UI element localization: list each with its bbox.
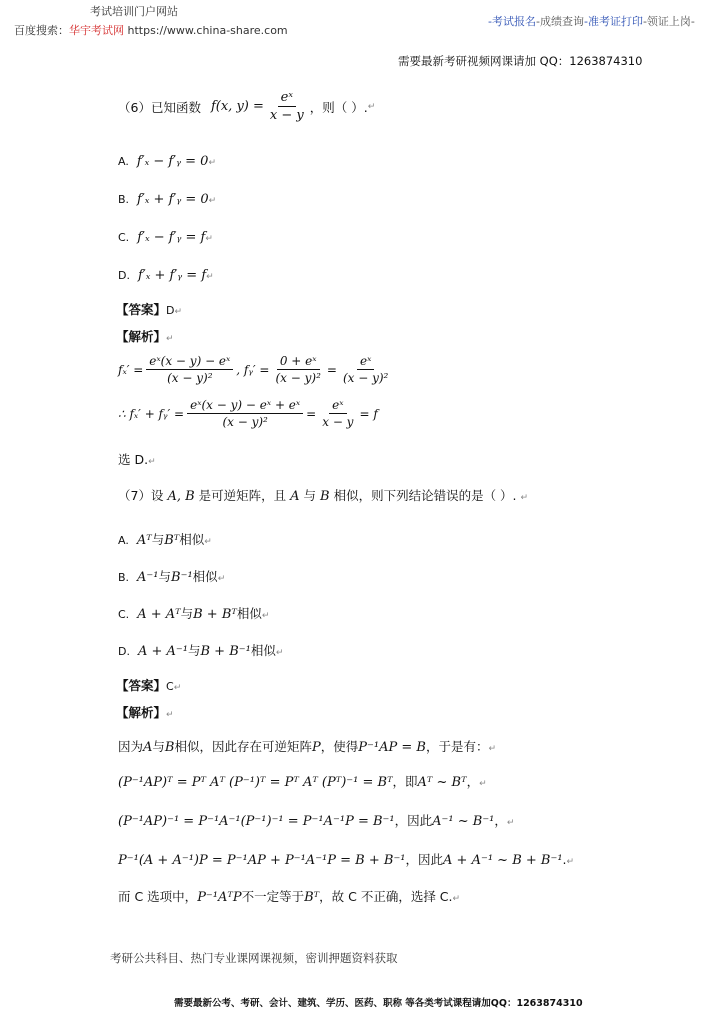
option-mid: 与 — [151, 532, 165, 547]
fx-numerator: eˣ(x − y) − eˣ — [146, 354, 233, 370]
q7-option-d — [118, 641, 283, 659]
analysis-label: 【解析】 — [116, 329, 167, 344]
q6-solution-line-2 — [118, 398, 378, 429]
math-segment: P⁻¹AᵀP — [197, 890, 242, 905]
option-expression: f′ₓ + f′ᵧ = 0 — [137, 192, 209, 207]
q6-answer — [116, 299, 182, 318]
paragraph-mark-icon: ↵ — [275, 648, 284, 658]
score-query-link[interactable]: -成绩查询 — [535, 15, 584, 28]
fx-denominator: (x − y)² — [167, 371, 213, 385]
text-segment: ，故 C 不正确，选择 C. — [319, 889, 453, 904]
answer-label: 【答案】 — [116, 302, 167, 317]
q6-solution-line-1 — [118, 354, 394, 385]
q6-function: f(x, y) = — [210, 99, 264, 114]
q7-text-1: 是可逆矩阵，且 — [198, 488, 287, 503]
math-segment: P⁻¹(A + A⁻¹)P = P⁻¹AP + P⁻¹A⁻¹P = B + B⁻¹ — [118, 853, 406, 868]
q7-analysis-line-1 — [118, 737, 496, 755]
fy-numerator: 0 + eˣ — [277, 354, 320, 370]
q6-choice — [118, 450, 156, 468]
option-label: D. — [118, 269, 130, 282]
q7-var-a: A — [290, 489, 300, 504]
fx-label: fₓ′ = — [118, 362, 144, 377]
paragraph-mark-icon: ↵ — [166, 710, 174, 720]
q6-stem-tail: ，则（ ）. — [309, 99, 368, 115]
option-lhs: Aᵀ — [136, 533, 152, 548]
header-links — [488, 13, 695, 29]
option-expression: f′ₓ − f′ᵧ = f — [137, 230, 206, 245]
fy-denominator-simplified: (x − y)² — [342, 371, 389, 385]
q7-var-b: B — [320, 489, 330, 504]
paragraph-mark-icon: ↵ — [217, 574, 226, 584]
math-segment: A — [143, 740, 153, 755]
text-segment: 相似，因此存在可逆矩阵 — [174, 739, 312, 754]
sum-numerator-simplified: eˣ — [329, 398, 346, 414]
math-segment: A⁻¹ ~ B⁻¹ — [432, 814, 495, 829]
q7-number: （7）设 — [118, 488, 164, 503]
text-segment: ， — [494, 813, 507, 828]
q7-text-3: 相似，则下列结论错误的是（ ）. — [333, 488, 517, 503]
q6-option-a — [118, 150, 216, 169]
option-label: A. — [118, 534, 129, 547]
option-rhs: B + B⁻¹ — [200, 644, 251, 659]
option-label: A. — [118, 155, 129, 168]
option-mid: 与 — [187, 643, 201, 658]
math-segment: P — [312, 740, 321, 755]
option-rhs: B⁻¹ — [171, 570, 193, 585]
q6-option-b — [118, 188, 216, 207]
option-rhs: B + Bᵀ — [193, 607, 237, 622]
site-url-link[interactable]: https://www.china-share.com — [127, 24, 288, 37]
fy-fraction-simplified — [340, 354, 391, 385]
q7-analysis-line-2 — [118, 772, 487, 790]
text-segment: ， — [466, 774, 480, 789]
text-segment: 不一定等于 — [241, 889, 305, 904]
q7-text-2: 与 — [303, 488, 317, 503]
certificate-link[interactable]: -领证上岗- — [642, 15, 695, 28]
q6-stem — [118, 90, 375, 123]
q6-analysis-heading — [116, 326, 174, 345]
paragraph-mark-icon: ↵ — [488, 744, 496, 754]
option-label: B. — [118, 571, 130, 584]
analysis-label: 【解析】 — [116, 705, 167, 720]
text-segment: 因为 — [118, 739, 144, 754]
math-segment: (P⁻¹AP)⁻¹ = P⁻¹A⁻¹(P⁻¹)⁻¹ = P⁻¹A⁻¹P = B⁻¹ — [118, 814, 395, 829]
option-label: C. — [118, 608, 130, 621]
text-segment: ，因此 — [405, 852, 444, 867]
option-lhs: A⁻¹ — [137, 570, 159, 585]
q7-analysis-heading — [116, 702, 174, 721]
text-segment: ，即 — [392, 774, 418, 789]
option-label: B. — [118, 193, 130, 206]
paragraph-mark-icon: ↵ — [261, 611, 270, 621]
option-lhs: A + Aᵀ — [137, 607, 181, 622]
paragraph-mark-icon: ↵ — [174, 307, 183, 317]
option-label: D. — [118, 645, 130, 658]
option-rhs: Bᵀ — [164, 533, 180, 548]
option-end: 相似 — [179, 532, 205, 547]
paragraph-mark-icon: ↵ — [479, 779, 487, 789]
paragraph-mark-icon: ↵ — [204, 537, 212, 547]
option-label: C. — [118, 231, 130, 244]
q6-option-d — [118, 264, 214, 283]
math-segment: A + A⁻¹ ~ B + B⁻¹ — [443, 853, 563, 868]
q6-fraction-denominator: x − y — [269, 108, 304, 123]
sum-fraction — [187, 398, 303, 429]
exam-registration-link[interactable]: -考试报名 — [488, 15, 536, 28]
paragraph-mark-icon: ↵ — [205, 234, 213, 244]
footer-contact: 需要最新公考、考研、会计、建筑、学历、医药、职称 等各类考试课程请加QQ：1263874310 — [174, 998, 583, 1009]
paragraph-mark-icon: ↵ — [566, 857, 575, 867]
paragraph-mark-icon: ↵ — [367, 101, 376, 112]
text-segment: ，使得 — [320, 739, 359, 754]
q7-answer — [116, 675, 181, 694]
fy-fraction — [272, 354, 323, 385]
option-mid: 与 — [180, 606, 194, 621]
qq-notice: 需要最新考研视频网课请加 QQ：1263874310 — [398, 54, 643, 68]
q7-analysis-line-5 — [118, 887, 460, 905]
fx-fraction — [146, 354, 233, 385]
sum-label: ∴ fₓ′ + fᵧ′ = — [118, 406, 185, 421]
answer-label: 【答案】 — [116, 678, 167, 693]
search-keyword-link[interactable]: 华宇考试网 — [69, 24, 124, 37]
footer-note: 考研公共科目、热门专业课网课视频，密训押题资料获取 — [110, 951, 398, 965]
option-lhs: A + A⁻¹ — [137, 644, 188, 659]
option-expression: f′ₓ + f′ᵧ = f — [137, 268, 207, 283]
q7-option-c — [118, 604, 269, 622]
paragraph-mark-icon: ↵ — [208, 158, 216, 168]
math-segment: Bᵀ — [304, 890, 320, 905]
q7-analysis-line-4 — [118, 850, 574, 868]
text-segment: ，因此 — [394, 813, 433, 828]
text-segment: 而 C 选项中， — [118, 889, 198, 904]
q6-fraction — [267, 90, 307, 123]
site-title: 考试培训门户网站 — [90, 5, 178, 18]
fy-numerator-simplified: eˣ — [357, 354, 374, 370]
option-mid: 与 — [158, 569, 172, 584]
math-segment: (P⁻¹AP)ᵀ = Pᵀ Aᵀ (P⁻¹)ᵀ = Pᵀ Aᵀ (Pᵀ)⁻¹ = Bᵀ — [118, 775, 393, 790]
choice-text: 选 D. — [118, 452, 149, 467]
option-end: 相似 — [192, 569, 218, 584]
paragraph-mark-icon: ↵ — [206, 272, 214, 282]
paragraph-mark-icon: ↵ — [173, 683, 182, 693]
text-segment: . — [562, 852, 567, 867]
paragraph-mark-icon: ↵ — [208, 196, 217, 206]
q6-fraction-numerator: eˣ — [278, 90, 296, 107]
search-hint — [14, 22, 288, 38]
sum-fraction-simplified — [319, 398, 356, 429]
option-expression: f′ₓ − f′ᵧ = 0 — [136, 154, 209, 169]
q7-option-a — [118, 530, 212, 548]
option-end: 相似 — [236, 606, 262, 621]
sum-numerator: eˣ(x − y) − eˣ + eˣ — [187, 398, 303, 414]
sum-denominator: (x − y)² — [222, 415, 268, 429]
equals-sign: = — [306, 406, 317, 421]
answer-value: C — [166, 680, 174, 693]
option-end: 相似 — [250, 643, 276, 658]
paragraph-mark-icon: ↵ — [166, 334, 174, 344]
fy-label: , fᵧ′ = — [236, 362, 270, 377]
paragraph-mark-icon: ↵ — [506, 818, 515, 828]
q7-analysis-line-3 — [118, 811, 514, 829]
q6-option-c — [118, 226, 213, 245]
answer-value: D — [166, 304, 175, 317]
q7-option-b — [118, 567, 225, 585]
math-segment: Aᵀ ~ Bᵀ — [417, 775, 467, 790]
text-segment: 与 — [152, 739, 165, 754]
q6-number: （6）已知函数 — [118, 99, 201, 115]
fy-denominator: (x − y)² — [275, 371, 321, 385]
sum-result: = f — [359, 406, 378, 421]
q7-stem — [118, 486, 528, 504]
paragraph-mark-icon: ↵ — [148, 457, 156, 467]
text-segment: ，于是有： — [425, 739, 489, 754]
paragraph-mark-icon: ↵ — [452, 894, 461, 904]
paragraph-mark-icon: ↵ — [520, 493, 529, 503]
math-segment: P⁻¹AP = B — [358, 740, 426, 755]
q7-vars: A, B — [167, 489, 195, 504]
math-segment: B — [164, 740, 175, 755]
admission-ticket-link[interactable]: -准考证打印 — [583, 15, 643, 28]
sum-denominator-simplified: x − y — [322, 415, 354, 429]
equals-sign: = — [326, 362, 337, 377]
search-prefix: 百度搜索： — [14, 24, 69, 37]
